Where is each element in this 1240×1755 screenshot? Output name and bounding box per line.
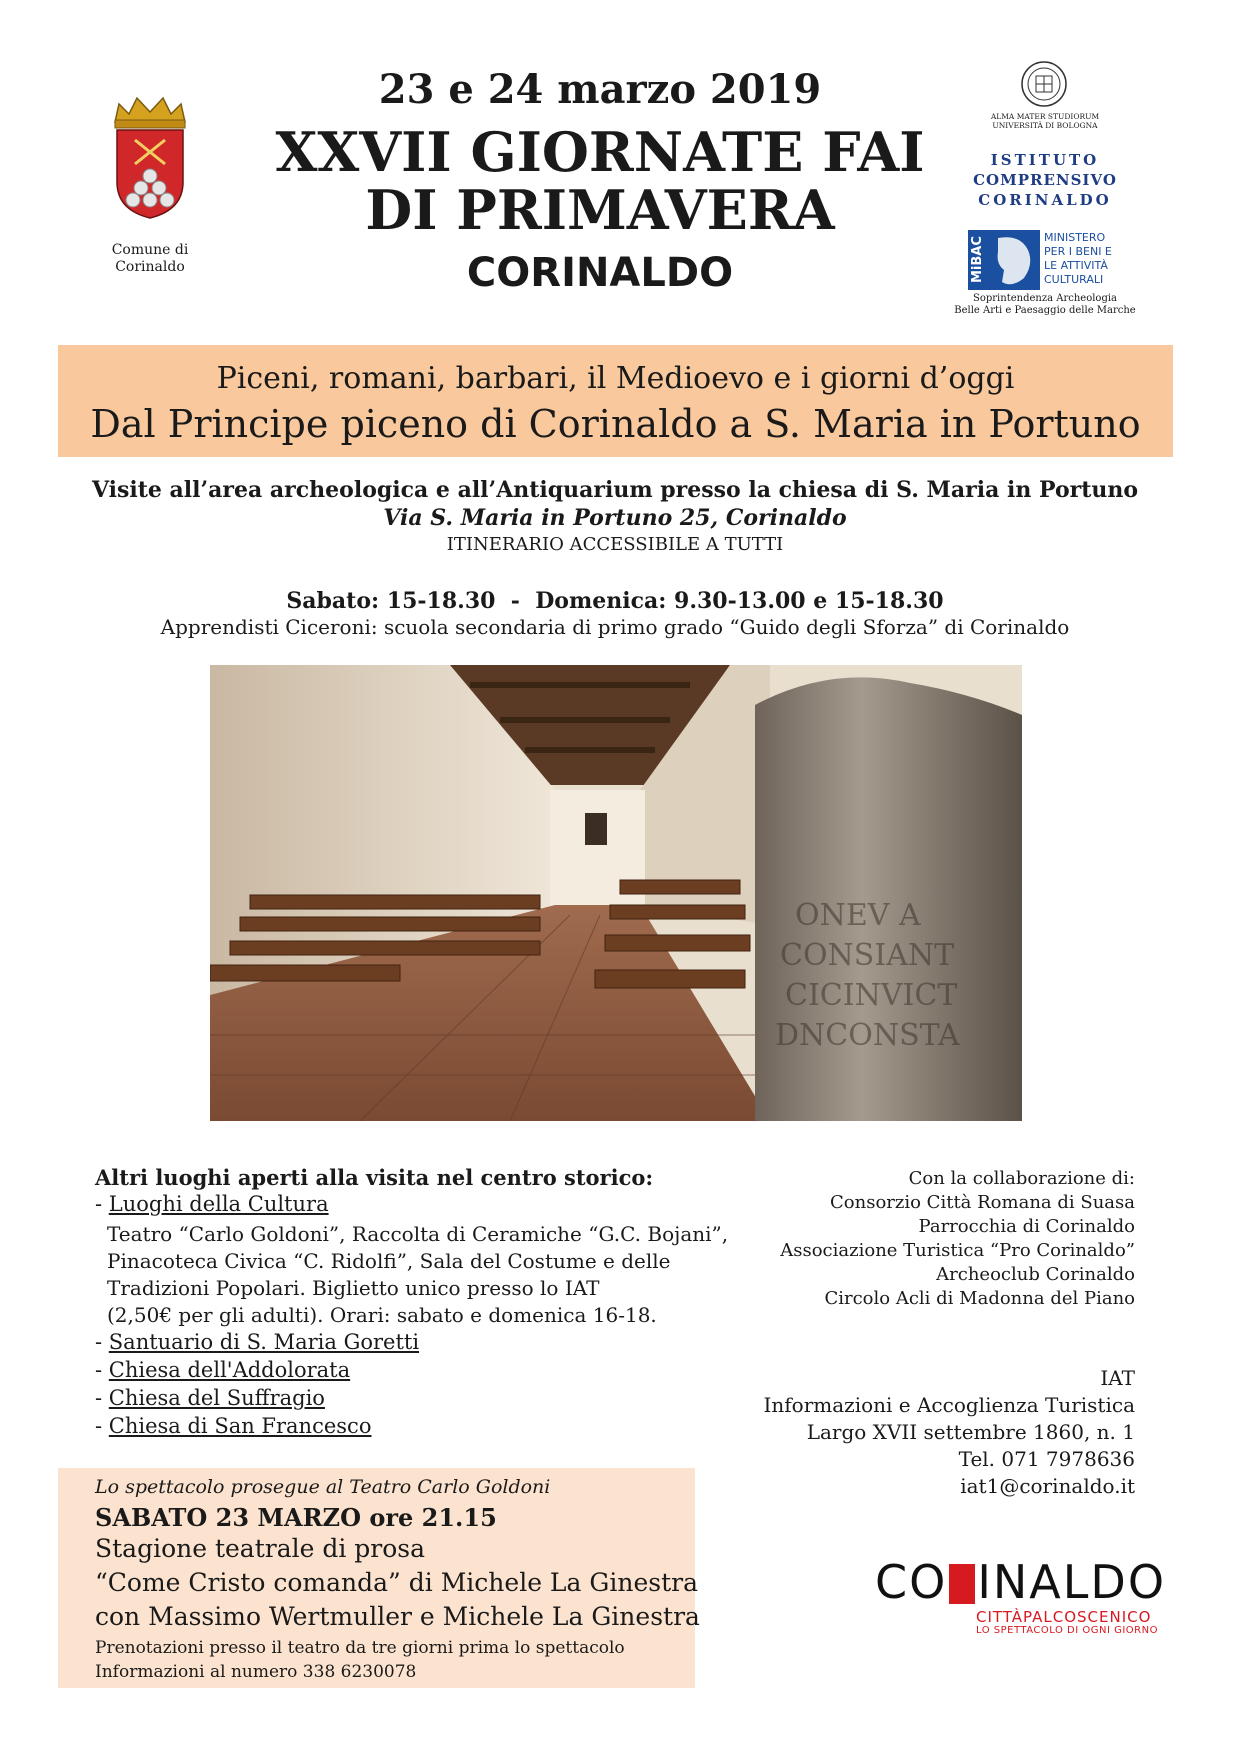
event-title-line1: XXVII GIORNATE FAI (275, 120, 925, 184)
svg-text:CONSIANT: CONSIANT (780, 938, 955, 973)
event-title-line2: DI PRIMAVERA (365, 178, 835, 242)
ministero-label (1044, 231, 1124, 287)
iat-email[interactable]: iat1@corinaldo.it (960, 1474, 1135, 1498)
comune-label (95, 242, 205, 276)
link-luoghi-cultura[interactable]: Luoghi della Cultura (108, 1192, 329, 1216)
iat-address: Largo XVII settembre 1860, n. 1 (806, 1420, 1135, 1444)
ministero-line: CULTURALI (1044, 273, 1104, 286)
corinaldo-logo (875, 1555, 1166, 1609)
logo-tagline: LO SPETTACOLO DI OGNI GIORNO (976, 1625, 1158, 1636)
event-date: 23 e 24 marzo 2019 (378, 66, 822, 113)
show-date: SABATO 23 MARZO ore 21.15 (95, 1503, 497, 1532)
svg-text:DNCONSTA: DNCONSTA (775, 1018, 960, 1053)
logo-word-part: INALDO (977, 1555, 1167, 1609)
soprintendenza-label (945, 293, 1145, 317)
show-intro: Lo spettacolo prosegue al Teatro Carlo Goldoni (95, 1476, 551, 1498)
visit-description: Visite all’area archeologica e all’Antiquarium presso la chiesa di S. Maria in Portuno (91, 477, 1139, 503)
comune-crest-logo (105, 92, 195, 222)
istituto-comprensivo-logo (960, 150, 1130, 210)
comune-label-line: Corinaldo (115, 259, 185, 275)
unibo-label-line: UNIVERSITÀ DI BOLOGNA (992, 121, 1098, 130)
mibac-vertical-text: MiBAC (970, 236, 985, 284)
logo-subtitle: CITTÀPALCOSCENICO (976, 1608, 1152, 1626)
comune-label-line: Comune di (111, 242, 189, 258)
cultura-desc-line: Pinacoteca Civica “C. Ridolfi”, Sala del Costume e delle (107, 1249, 671, 1273)
cultura-desc-line: Teatro “Carlo Goldoni”, Raccolta di Ceramiche “G.C. Bojani”, (107, 1222, 729, 1246)
show-line: Stagione teatrale di prosa (95, 1534, 426, 1563)
unibo-seal-icon (1020, 60, 1068, 108)
iat-title: IAT (1100, 1366, 1135, 1390)
logo-word-part: CO (875, 1555, 948, 1609)
credit-line: Archeoclub Corinaldo (936, 1264, 1135, 1285)
unibo-label (975, 112, 1115, 130)
other-places-title: Altri luoghi aperti alla visita nel centro storico: (95, 1165, 654, 1190)
list-item: - Chiesa dell'Addolorata (95, 1358, 351, 1382)
list-item: - Luoghi della Cultura (95, 1192, 329, 1216)
show-line: “Come Cristo comanda” di Michele La Ginestra (95, 1568, 698, 1597)
theme-subtitle: Piceni, romani, barbari, il Medioevo e i giorni d’oggi (216, 361, 1015, 396)
logo-red-mark-icon (949, 1564, 975, 1604)
soprintendenza-line: Belle Arti e Paesaggio delle Marche (954, 305, 1136, 316)
iat-line: Informazioni e Accoglienza Turistica (763, 1393, 1135, 1417)
ministero-line: PER I BENI E (1044, 245, 1112, 258)
event-city: CORINALDO (466, 250, 734, 296)
iat-phone: Tel. 071 7978636 (958, 1447, 1135, 1471)
credits-heading: Con la collaborazione di: (908, 1168, 1135, 1189)
accessibility-note: ITINERARIO ACCESSIBILE A TUTTI (446, 534, 784, 555)
list-item: - Chiesa di San Francesco (95, 1414, 372, 1438)
istituto-line: ISTITUTO (990, 151, 1100, 169)
apprendisti-ciceroni: Apprendisti Ciceroni: scuola secondaria di primo grado “Guido degli Sforza” di Corinaldo (160, 615, 1070, 639)
list-item: - Santuario di S. Maria Goretti (95, 1330, 420, 1354)
link-chiesa-san-francesco[interactable]: Chiesa di San Francesco (108, 1414, 372, 1438)
svg-text:CICINVICT: CICINVICT (785, 978, 958, 1013)
ministero-line: LE ATTIVITÀ (1044, 259, 1108, 272)
cultura-desc-line: (2,50€ per gli adulti). Orari: sabato e domenica 16-18. (107, 1303, 657, 1327)
link-chiesa-addolorata[interactable]: Chiesa dell'Addolorata (108, 1358, 351, 1382)
link-santuario-goretti[interactable]: Santuario di S. Maria Goretti (108, 1330, 420, 1354)
theme-title: Dal Principe piceno di Corinaldo a S. Maria in Portuno (90, 402, 1141, 446)
istituto-line: CORINALDO (978, 191, 1112, 209)
unibo-label-line: ALMA MATER STUDIORUM (990, 112, 1100, 121)
show-line: con Massimo Wertmuller e Michele La Ginestra (95, 1602, 700, 1631)
credit-line: Parrocchia di Corinaldo (918, 1216, 1135, 1237)
soprintendenza-line: Soprintendenza Archeologia (973, 293, 1117, 304)
cultura-desc-line: Tradizioni Popolari. Biglietto unico presso lo IAT (107, 1276, 600, 1300)
credit-line: Consorzio Città Romana di Suasa (830, 1192, 1135, 1213)
ministero-line: MINISTERO (1044, 231, 1106, 244)
show-info-phone: Informazioni al numero 338 6230078 (95, 1662, 417, 1682)
istituto-line: COMPRENSIVO (973, 171, 1117, 189)
show-booking: Prenotazioni presso il teatro da tre giorni prima lo spettacolo (95, 1638, 625, 1658)
link-chiesa-suffragio[interactable]: Chiesa del Suffragio (108, 1386, 325, 1410)
credit-line: Associazione Turistica “Pro Corinaldo” (780, 1240, 1135, 1261)
opening-hours: Sabato: 15-18.30 - Domenica: 9.30-13.00 e 15-18.30 (286, 588, 944, 614)
list-item: - Chiesa del Suffragio (95, 1386, 325, 1410)
visit-address: Via S. Maria in Portuno 25, Corinaldo (383, 505, 847, 531)
credit-line: Circolo Acli di Madonna del Piano (824, 1288, 1135, 1309)
svg-text:ONEV A: ONEV A (795, 898, 921, 933)
church-interior-photo (210, 665, 1022, 1121)
